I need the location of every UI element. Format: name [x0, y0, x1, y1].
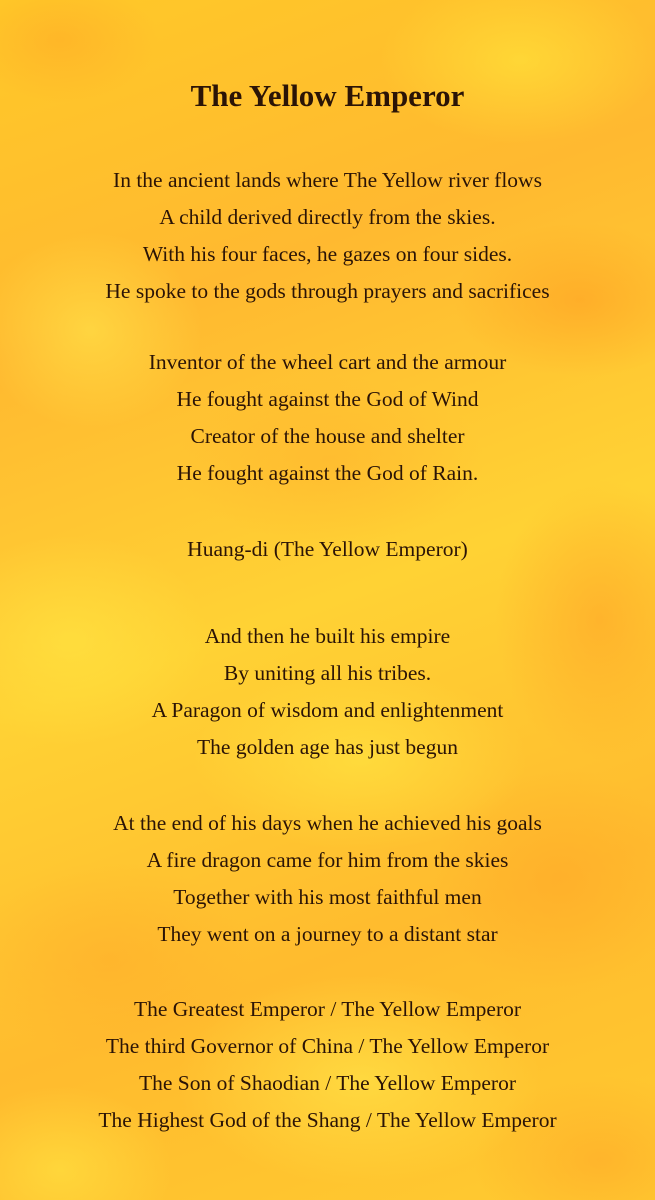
poem-line: He fought against the God of Rain.	[176, 461, 479, 485]
poem-line: Inventor of the wheel cart and the armour	[148, 350, 507, 374]
poem-line: By uniting all his tribes.	[223, 661, 432, 685]
stanza-4	[0, 618, 655, 766]
poem-line: The third Governor of China / The Yellow Emperor	[105, 1034, 550, 1058]
poem-line: A fire dragon came for him from the skies	[146, 848, 509, 872]
poem-line: With his four faces, he gazes on four sides.	[142, 242, 513, 266]
poem-line: Huang-di (The Yellow Emperor)	[187, 537, 468, 561]
poem-line: A child derived directly from the skies.	[159, 205, 496, 229]
poem-line: The Highest God of the Shang / The Yellow Emperor	[98, 1108, 557, 1132]
stanza-2	[0, 344, 655, 492]
poem-line: They went on a journey to a distant star	[157, 922, 498, 946]
poem-line: The Greatest Emperor / The Yellow Emperor	[133, 997, 522, 1021]
poem-line: At the end of his days when he achieved his goals	[113, 811, 542, 835]
poem-line: He fought against the God of Wind	[176, 387, 479, 411]
stanza-6	[0, 991, 655, 1139]
poem-title: The Yellow Emperor	[190, 78, 465, 113]
stanza-5	[0, 805, 655, 953]
poem-line: Creator of the house and shelter	[190, 424, 465, 448]
poem-line: Together with his most faithful men	[173, 885, 482, 909]
stanza-3-refrain	[0, 531, 655, 568]
stanza-1	[0, 162, 655, 310]
poem-line: The Son of Shaodian / The Yellow Emperor	[138, 1071, 516, 1095]
poem-line: The golden age has just begun	[197, 735, 458, 759]
poem-line: In the ancient lands where The Yellow river flows	[113, 168, 542, 192]
poem-line: And then he built his empire	[204, 624, 451, 648]
poem-line: He spoke to the gods through prayers and sacrifices	[105, 279, 550, 303]
poem-line: A Paragon of wisdom and enlightenment	[151, 698, 504, 722]
